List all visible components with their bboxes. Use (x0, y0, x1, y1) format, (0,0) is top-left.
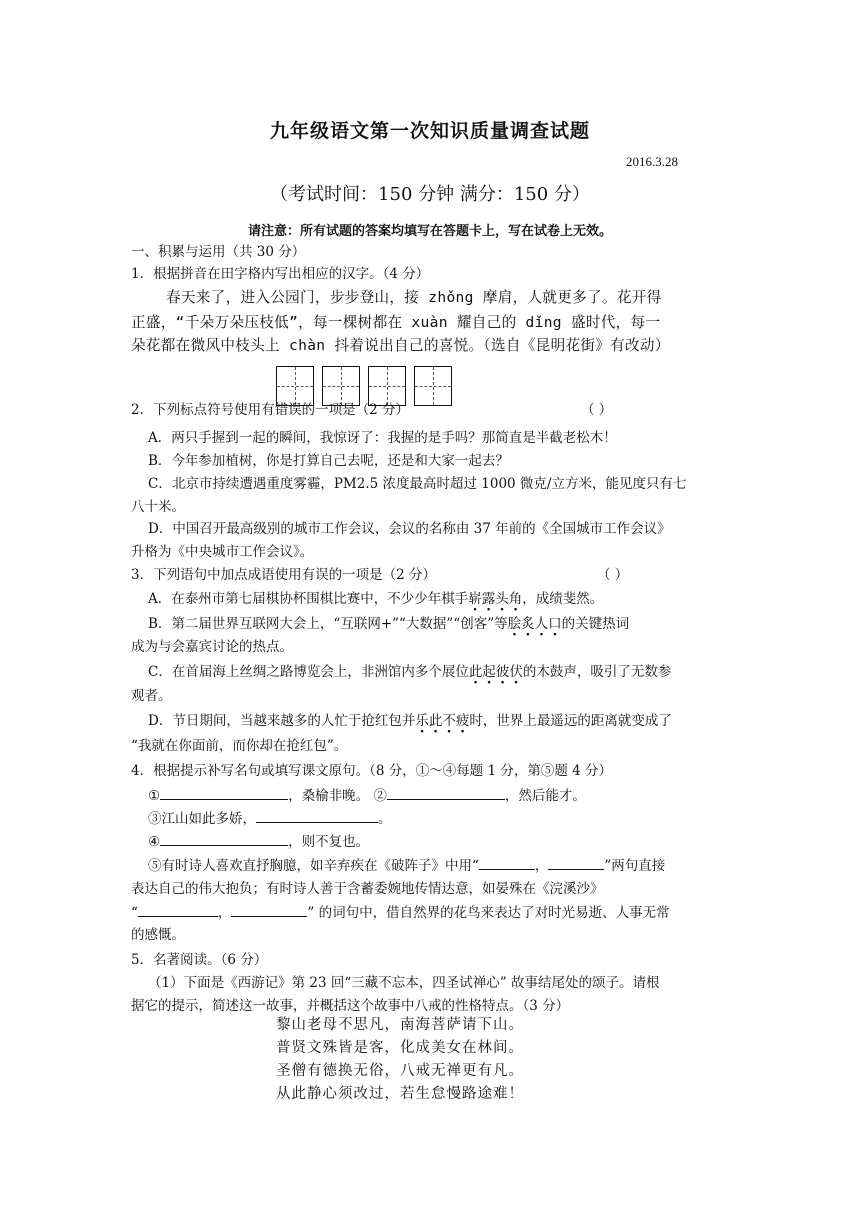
exam-title: 九年级语文第一次知识质量调查试题 (269, 120, 590, 142)
q2-option-a: A．两只手握到一起的瞬间，我惊讶了：我握的是手吗？那简直是半截老松木！ (148, 430, 617, 446)
q2-option-c-cont: 八十米。 (131, 499, 185, 515)
emphasis-char: 此 (428, 713, 443, 729)
exam-duration-score: （考试时间：150 分钟 满分：150 分） (270, 184, 590, 205)
emphasis-char: 此 (468, 664, 483, 680)
poem-line-1: 黎山老母不思凡，南海菩萨请下山。 (276, 1017, 524, 1033)
q4-blank-3[interactable] (256, 808, 378, 823)
section-heading: 一、积累与运用（共 30 分） (131, 244, 306, 260)
q2-option-c: C．北京市持续遭遇重度雾霾，PM2.5 浓度最高时超过 1000 微克/立方米，能见度只有七 (148, 476, 687, 492)
q3-d-text-end: 时，世界上最遥远的距离就变成了 (469, 713, 672, 729)
poem-line-3: 圣僧有德换无俗，八戒无禅更有凡。 (276, 1063, 524, 1079)
q4-line-2 (148, 808, 748, 829)
emphasis-char: 炙 (521, 616, 535, 632)
q1-passage-line-1: 春天来了，进入公园门，步步登山，接 zhǒng 摩肩，人就更多了。花开得 (166, 289, 662, 306)
q3-b-text-end: 的关键热词 (561, 616, 630, 632)
q2-option-b: B．今年参加植树，你是打算自己去呢，还是和大家一起去？ (148, 453, 509, 469)
emphasis-char: 角 (508, 591, 523, 607)
q4-line-5: 表达自己的伟大抱负；有时诗人善于含蓄委婉地传情达意，如晏殊在《浣溪沙》 (131, 881, 604, 897)
q3-c-text-end: 的木鼓声，吸引了无数参 (522, 664, 672, 680)
q1-stem: 1．根据拼音在田字格内写出相应的汉字。（4 分） (131, 266, 430, 282)
q4-blank-1[interactable] (160, 785, 288, 800)
q3-option-d-cont: “我就在你面前，而你却在抢红包”。 (131, 738, 348, 754)
q3-c-idiom (469, 664, 523, 680)
emphasis-char: 起 (482, 664, 496, 680)
emphasis-char: 伏 (509, 664, 523, 680)
emphasis-char: 口 (548, 616, 562, 632)
q3-option-b-cont: 成为与会嘉宾讨论的热点。 (131, 639, 293, 655)
q3-a-text: A．在泰州市第七届棋协杯围棋比赛中，不少少年棋手 (148, 591, 469, 607)
q4-blank-5[interactable] (479, 855, 535, 870)
q3-a-text-end: ，成绩斐然。 (522, 591, 604, 607)
q4-blank-4[interactable] (160, 831, 288, 846)
q4-line-6 (131, 902, 731, 923)
emphasis-char: 乐 (415, 713, 429, 729)
q4-l4-comma: ， (534, 858, 549, 874)
q3-option-c-cont: 观者。 (131, 688, 172, 704)
q4-blank-6[interactable] (548, 855, 604, 870)
emphasis-char: 头 (495, 591, 509, 607)
q4-l6-quote: “ (131, 905, 138, 921)
q2-option-d-cont: 升格为《中央城市工作会议》。 (131, 544, 314, 560)
exam-date: 2016.3.28 (626, 154, 678, 169)
q3-option-d (148, 711, 748, 731)
emphasis-char: 脍 (507, 616, 522, 632)
q4-l3-num: ④ (148, 834, 161, 850)
q5-sub1-line-1: （1）下面是《西游记》第 23 回“三藏不忘本，四圣试禅心” 故事结尾处的颂子。请根 (148, 975, 660, 991)
q3-d-text: D．节日期间，当越来越多的人忙于抢红包并 (148, 713, 416, 729)
q4-blank-8[interactable] (231, 902, 307, 917)
q4-l1-text: ，桑榆非晚。 ② (288, 788, 387, 804)
q4-l3-end: ，则不复也。 (288, 834, 370, 850)
q4-line-4 (148, 855, 748, 876)
q4-l1-num: ① (148, 788, 161, 804)
emphasis-char: 人 (534, 616, 549, 632)
q2-stem (131, 400, 731, 420)
q3-option-c (148, 662, 748, 682)
q4-l2-text: ③江山如此多娇， (148, 811, 256, 827)
q4-blank-7[interactable] (138, 902, 218, 917)
q1-passage-line-3: 朵花都在微风中枝头上 chàn 抖着说出自己的喜悦。（选自《昆明花街》有改动） (131, 337, 670, 354)
q3-c-text: C．在首届海上丝绸之路博览会上，非洲馆内多个展位 (148, 664, 469, 680)
q1-passage-line-2: 正盛，“千朵万朵压枝低”，每一棵树都在 xuàn 耀自己的 dǐng 盛时代，每一 (131, 314, 661, 331)
poem-line-4: 从此静心须改过，若生怠慢路途难！ (276, 1086, 524, 1102)
poem-line-2: 普贤文殊皆是客，化成美女在林间。 (276, 1040, 524, 1056)
q4-l4-end: ”两句直接 (604, 858, 666, 874)
q4-stem: 4．根据提示补写名句或填写课文原句。（8 分，①～④每题 1 分，第⑤题 4 分） (131, 763, 613, 779)
q5-sub1-line-2: 据它的提示，简述这一故事，并概括这个故事中八戒的性格特点。（3 分） (131, 998, 570, 1014)
exam-notice: 请注意：所有试题的答案均填写在答题卡上，写在试卷上无效。 (247, 224, 612, 239)
q3-b-text: B．第二届世界互联网大会上，“互联网+”“大数据”“创客”等 (148, 616, 508, 632)
q4-l6-comma: ， (217, 905, 232, 921)
q4-l2-end: 。 (378, 811, 392, 827)
q3-stem-text: 3．下列语句中加点成语使用有误的一项是（2 分） (131, 567, 436, 583)
q3-a-idiom (468, 591, 522, 607)
q4-l6-end: ” 的词句中，借自然界的花鸟来表达了对时光易逝、人事无常 (307, 905, 670, 921)
q3-d-idiom (415, 713, 469, 729)
q3-answer-paren: （ ） (597, 567, 629, 583)
q4-line-3 (148, 831, 748, 852)
q4-l4-text: ⑤有时诗人喜欢直抒胸臆，如辛弃疾在《破阵子》中用“ (148, 858, 479, 874)
q4-line-1 (148, 785, 748, 806)
emphasis-char: 疲 (455, 713, 470, 729)
q5-stem: 5．名著阅读。（6 分） (131, 952, 268, 968)
q4-line-7: 的感慨。 (131, 927, 185, 943)
q4-l1-end: ，然后能才。 (504, 788, 586, 804)
q2-answer-paren: （ ） (581, 402, 613, 418)
q3-b-idiom (508, 616, 562, 632)
emphasis-char: 露 (481, 591, 496, 607)
q3-option-b (148, 614, 748, 634)
q4-blank-2[interactable] (387, 785, 505, 800)
emphasis-char: 彼 (495, 664, 510, 680)
q2-stem-text: 2．下列标点符号使用有错误的一项是（2 分） (131, 402, 409, 418)
emphasis-char: 崭 (468, 591, 482, 607)
q3-option-a (148, 589, 748, 609)
q3-stem (131, 565, 731, 585)
q2-option-d: D．中国召开最高级别的城市工作会议，会议的名称由 37 年前的《全国城市工作会议》 (148, 521, 671, 537)
emphasis-char: 不 (442, 713, 456, 729)
